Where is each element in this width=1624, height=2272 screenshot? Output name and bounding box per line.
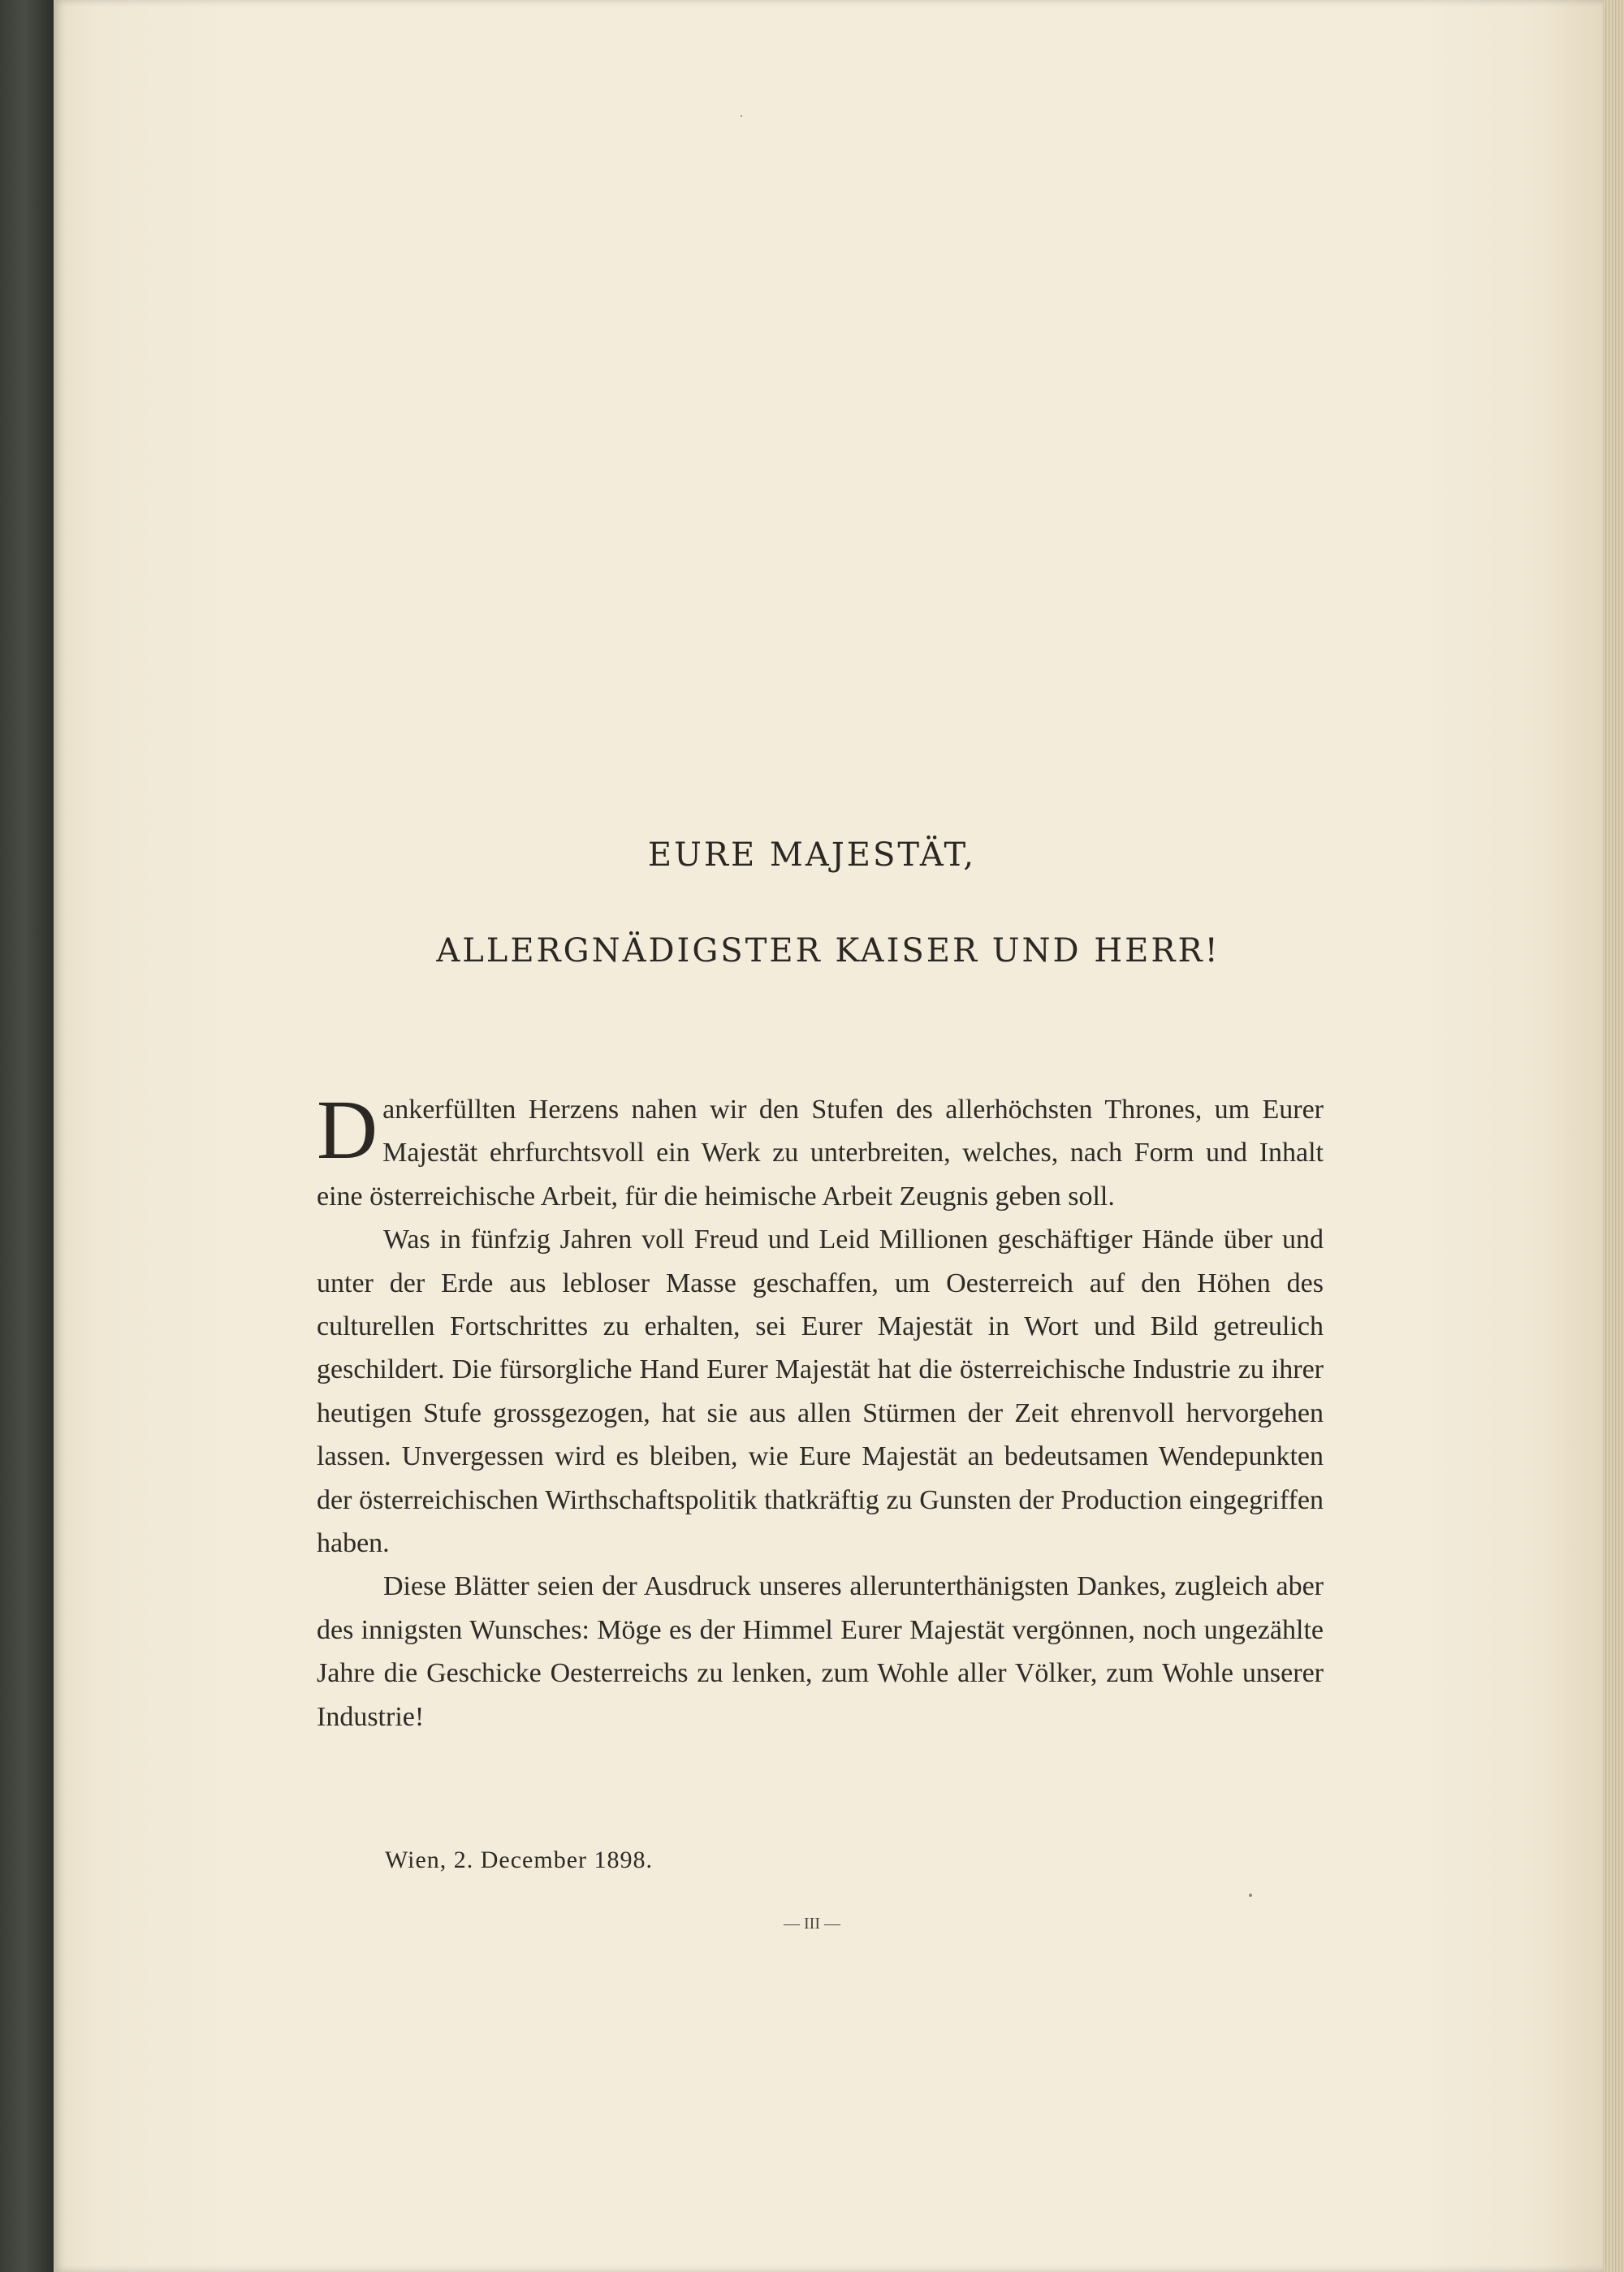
heading-line-1: EURE MAJESTÄT, — [647, 836, 977, 874]
paragraph-1 — [317, 1083, 1324, 1218]
paper-speck — [1249, 1894, 1252, 1897]
paragraph-3: Diese Blätter seien der Ausdruck unseres allerunterthänigsten Dankes, zugleich aber des innigsten Wunsches: Möge es der Himmel Eurer Majestät vergönnen, noch ungezählte Jahre die Geschicke Oesterreichs zu lenken, zum Wohle aller Völker, zum Wohle unserer Industrie! — [317, 1571, 1324, 1732]
drop-cap: D — [317, 1083, 378, 1177]
page-number: — III — — [784, 1915, 840, 1933]
heading-line-2: ALLERGNÄDIGSTER KAISER UND HERR! — [436, 932, 1220, 970]
paragraph-2: Was in fünfzig Jahren voll Freud und Leid Millionen geschäftiger Hände über und unter der Erde aus lebloser Masse geschaffen, um Oesterreich auf den Höhen des culturellen Fortschrittes zu erhalten, sei Eurer Majestät in Wort und Bild getreulich geschildert. Die fürsorgliche Hand Eurer Majestät hat die österreichische Industrie zu ihrer heutigen Stufe grossgezogen, hat sie aus allen Stürmen der Zeit ehrenvoll hervorgehen lassen. Unvergessen wird es bleiben, wie Eure Majestät an bedeutsamen Wendepunkten der österreichischen Wirthschaftspolitik thatkräftig zu Gunsten der Production eingegriffen haben. — [317, 1225, 1324, 1559]
paper-speck — [741, 115, 742, 117]
dateline: Wien, 2. December 1898. — [385, 1847, 654, 1873]
dedication-text — [317, 1083, 1324, 1739]
paragraph-1-text: ankerfüllten Herzens nahen wir den Stufen des allerhöchsten Thrones, um Eurer Majestät ehrfurchtsvoll ein Werk zu unterbreiten, welches, nach Form und Inhalt eine österreichische Arbeit, für die heimische Arbeit Zeugnis geben soll. — [317, 1095, 1324, 1212]
